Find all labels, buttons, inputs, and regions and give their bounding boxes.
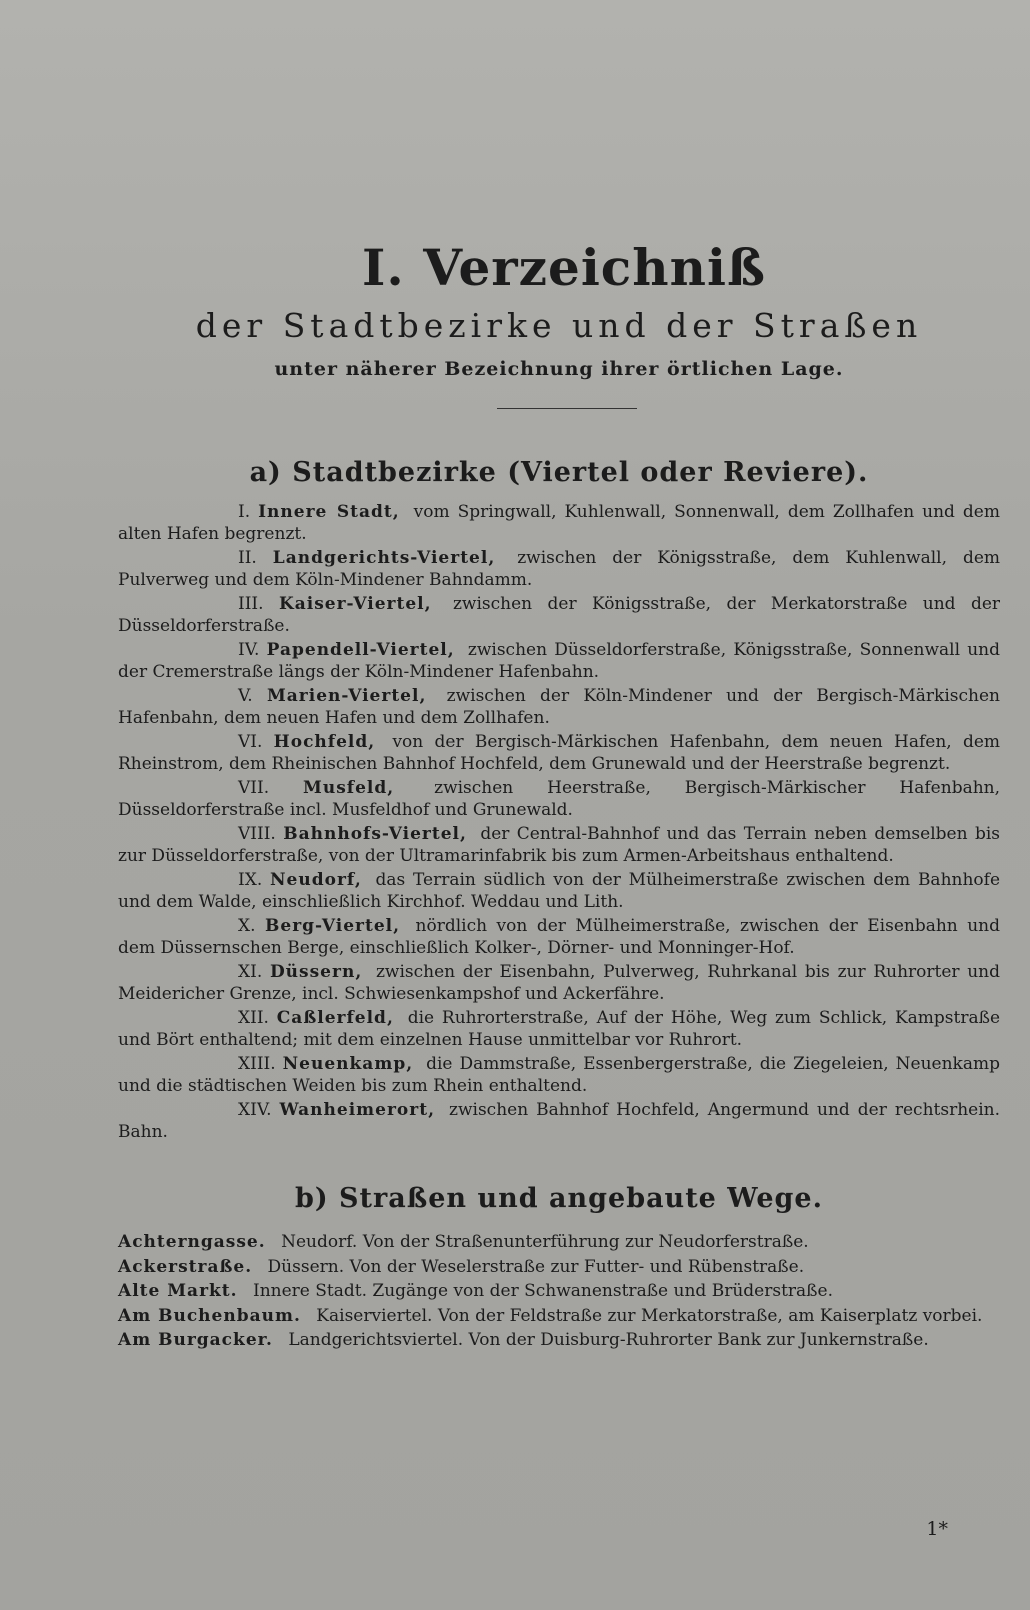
street-name: Alte Markt. bbox=[118, 1281, 238, 1301]
district-name: Papendell-Viertel, bbox=[266, 640, 455, 660]
street-text: Innere Stadt. Zugänge von der Schwanenstraße und Brüderstraße. bbox=[252, 1281, 833, 1301]
street-name: Am Buchenbaum. bbox=[118, 1305, 301, 1326]
district-num: XI. bbox=[238, 962, 263, 982]
district-num: XIII. bbox=[238, 1054, 276, 1074]
district-text: der Central-Bahnhof und das Terrain neben demselben bis zur Düsseldorferstraße, von der Ultramarinfabrik bis zum Armen-Arbeitshaus enthaltend. bbox=[118, 824, 1000, 866]
district-num: II. bbox=[238, 548, 257, 568]
district-num: VIII. bbox=[238, 824, 276, 844]
street-entry bbox=[118, 1330, 1000, 1351]
district-list bbox=[118, 502, 1000, 1143]
district-num: III. bbox=[238, 594, 264, 614]
district-num: VI. bbox=[238, 732, 263, 752]
street-text: Landgerichtsviertel. Von der Duisburg-Ruhrorter Bank zur Junkernstraße. bbox=[288, 1330, 929, 1350]
district-name: Kaiser-Viertel, bbox=[278, 594, 432, 614]
district-entry bbox=[118, 870, 1000, 913]
district-name: Marien-Viertel, bbox=[266, 686, 427, 706]
district-entry bbox=[118, 594, 1000, 637]
page-number: 1* bbox=[926, 1518, 948, 1540]
page-subtitle: der Stadtbezirke und der Straßen bbox=[195, 306, 923, 345]
street-entry bbox=[118, 1281, 1000, 1302]
street-name: Achterngasse. bbox=[118, 1232, 266, 1252]
street-name: Am Burgacker. bbox=[118, 1330, 273, 1350]
district-entry bbox=[118, 824, 1000, 867]
district-entry bbox=[118, 962, 1000, 1005]
district-text: vom Springwall, Kuhlenwall, Sonnenwall, dem Zollhafen und dem alten Hafen begrenzt. bbox=[118, 502, 1000, 544]
district-name: Innere Stadt, bbox=[258, 502, 400, 522]
street-entry bbox=[118, 1306, 1000, 1327]
district-entry bbox=[118, 1054, 1000, 1097]
district-name: Neudorf, bbox=[270, 870, 362, 890]
district-name: Wanheimerort, bbox=[279, 1100, 435, 1120]
district-name: Musfeld, bbox=[303, 778, 395, 798]
district-text: zwischen der Königsstraße, dem Kuhlenwall, dem Pulverweg und dem Köln-Mindener Bahndamm. bbox=[118, 548, 1001, 590]
district-num: XIV. bbox=[238, 1100, 272, 1120]
district-num: I. bbox=[238, 502, 251, 522]
district-text: zwischen der Eisenbahn, Pulverweg, Ruhrkanal bis zur Ruhrorter und Meidericher Grenze, incl. Schwiesenkampshof und Ackerfähre. bbox=[118, 962, 1000, 1004]
street-name: Ackerstraße. bbox=[118, 1256, 253, 1277]
district-name: Landgerichts-Viertel, bbox=[272, 548, 496, 568]
section-b-heading: b) Straßen und angebaute Wege. bbox=[295, 1183, 823, 1214]
district-num: IX. bbox=[238, 870, 263, 890]
district-num: IV. bbox=[238, 640, 260, 660]
district-num: V. bbox=[238, 686, 253, 706]
district-name: Berg-Viertel, bbox=[265, 916, 401, 936]
district-num: X. bbox=[238, 916, 256, 936]
page-subline: unter näherer Bezeichnung ihrer örtlichen Lage. bbox=[274, 358, 844, 380]
district-text: nördlich von der Mülheimerstraße, zwischen der Eisenbahn und dem Düssernschen Berge, einschließlich Kolker-, Dörner- und Monninger-Hof. bbox=[118, 916, 1001, 958]
district-text: die Dammstraße, Essenbergerstraße, die Ziegeleien, Neuenkamp und die städtischen Weiden bis zum Rhein enthaltend. bbox=[118, 1054, 1000, 1096]
district-entry bbox=[118, 1100, 1000, 1143]
district-text: das Terrain südlich von der Mülheimerstraße zwischen dem Bahnhofe und dem Walde, einschließlich Kirchhof. Weddau und Lith. bbox=[118, 870, 1001, 912]
district-entry bbox=[118, 548, 1000, 591]
district-name: Caßlerfeld, bbox=[276, 1008, 394, 1028]
district-entry bbox=[118, 1008, 1000, 1051]
district-text: zwischen Heerstraße, Bergisch-Märkischer Hafenbahn, Düsseldorferstraße incl. Musfeldhof und Grunewald. bbox=[118, 778, 1001, 820]
district-text: zwischen Düsseldorferstraße, Königsstraße, Sonnenwall und der Cremerstraße längs der Köln-Mindener Hafenbahn. bbox=[118, 640, 1001, 682]
district-entry bbox=[118, 916, 1000, 959]
district-text: zwischen der Königsstraße, der Merkatorstraße und der Düsseldorferstraße. bbox=[118, 594, 1001, 636]
street-text: Düssern. Von der Weselerstraße zur Futter- und Rübenstraße. bbox=[267, 1256, 805, 1277]
street-text: Kaiserviertel. Von der Feldstraße zur Merkatorstraße, am Kaiserplatz vorbei. bbox=[316, 1305, 983, 1326]
district-num: XII. bbox=[238, 1008, 269, 1028]
district-name: Hochfeld, bbox=[273, 732, 376, 752]
district-num: VII. bbox=[238, 778, 270, 798]
district-text: die Ruhrorterstraße, Auf der Höhe, Weg zum Schlick, Kampstraße und Bört enthaltend; mit dem einzelnen Hause unmittelbar vor Ruhrort. bbox=[118, 1008, 1001, 1050]
street-entry bbox=[118, 1257, 1000, 1278]
district-text: von der Bergisch-Märkischen Hafenbahn, dem neuen Hafen, dem Rheinstrom, dem Rheinischen Bahnhof Hochfeld, dem Grunewald und der Heerstraße begrenzt. bbox=[118, 732, 1001, 774]
district-text: zwischen Bahnhof Hochfeld, Angermund und der rechtsrhein. Bahn. bbox=[118, 1100, 1001, 1142]
page-title: I. Verzeichniß bbox=[362, 238, 766, 297]
street-list bbox=[118, 1232, 1000, 1351]
district-entry bbox=[118, 640, 1000, 683]
district-name: Neuenkamp, bbox=[282, 1054, 414, 1074]
divider-rule bbox=[497, 408, 637, 409]
street-text: Neudorf. Von der Straßenunterführung zur Neudorferstraße. bbox=[281, 1232, 809, 1252]
street-entry bbox=[118, 1232, 1000, 1253]
district-entry bbox=[118, 686, 1000, 729]
district-entry bbox=[118, 502, 1000, 545]
district-name: Düssern, bbox=[269, 962, 363, 982]
district-text: zwischen der Köln-Mindener und der Bergisch-Märkischen Hafenbahn, dem neuen Hafen und dem Zollhafen. bbox=[118, 686, 1000, 728]
district-entry bbox=[118, 732, 1000, 775]
section-a-heading: a) Stadtbezirke (Viertel oder Reviere). bbox=[249, 457, 869, 488]
district-entry bbox=[118, 778, 1000, 821]
district-name: Bahnhofs-Viertel, bbox=[283, 824, 467, 844]
